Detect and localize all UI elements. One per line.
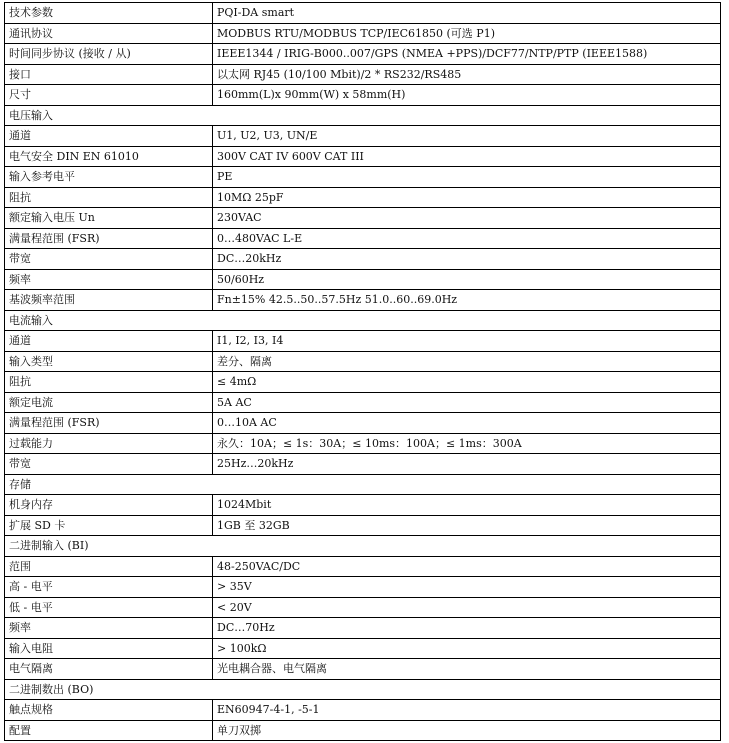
spec-value: > 35V: [213, 577, 721, 598]
spec-label: 技术参数: [5, 3, 213, 24]
spec-label: 高 - 电平: [5, 577, 213, 598]
spec-row: [5, 618, 721, 639]
spec-label: 通讯协议: [5, 23, 213, 44]
spec-value: PQI-DA smart: [213, 3, 721, 24]
spec-row: [5, 23, 721, 44]
spec-label: 通道: [5, 126, 213, 147]
spec-row: [5, 187, 721, 208]
spec-value: 300V CAT IV 600V CAT III: [213, 146, 721, 167]
spec-table-body: [5, 3, 721, 741]
spec-row: [5, 85, 721, 106]
spec-label: 范围: [5, 556, 213, 577]
spec-value: > 100kΩ: [213, 638, 721, 659]
spec-value: 5A AC: [213, 392, 721, 413]
spec-row: [5, 413, 721, 434]
spec-label: 尺寸: [5, 85, 213, 106]
spec-label: 阻抗: [5, 372, 213, 393]
spec-row: [5, 44, 721, 65]
spec-row: [5, 392, 721, 413]
spec-row: [5, 597, 721, 618]
spec-value: IEEE1344 / IRIG-B000..007/GPS (NMEA +PPS)/DCF77/NTP/PTP (IEEE1588): [213, 44, 721, 65]
spec-label: 接口: [5, 64, 213, 85]
spec-value: 1024Mbit: [213, 495, 721, 516]
spec-value: U1, U2, U3, UN/E: [213, 126, 721, 147]
spec-value: 永久：10A；≤ 1s：30A；≤ 10ms：100A；≤ 1ms：300A: [213, 433, 721, 454]
spec-value: 0…480VAC L-E: [213, 228, 721, 249]
spec-value: 10MΩ 25pF: [213, 187, 721, 208]
spec-row: [5, 638, 721, 659]
spec-value: 光电耦合器、电气隔离: [213, 659, 721, 680]
spec-row: [5, 556, 721, 577]
spec-row: [5, 3, 721, 24]
spec-row: [5, 249, 721, 270]
spec-label: 额定电流: [5, 392, 213, 413]
spec-row: [5, 146, 721, 167]
spec-label: 配置: [5, 720, 213, 741]
spec-label: 过载能力: [5, 433, 213, 454]
spec-label: 低 - 电平: [5, 597, 213, 618]
spec-label: 额定输入电压 Un: [5, 208, 213, 229]
spec-label: 基波频率范围: [5, 290, 213, 311]
spec-value: 25Hz…20kHz: [213, 454, 721, 475]
section-header-row: [5, 536, 721, 557]
spec-value: ≤ 4mΩ: [213, 372, 721, 393]
section-header-row: [5, 105, 721, 126]
spec-label: 频率: [5, 269, 213, 290]
spec-label: 阻抗: [5, 187, 213, 208]
spec-value: Fn±15% 42.5..50..57.5Hz 51.0..60..69.0Hz: [213, 290, 721, 311]
spec-row: [5, 515, 721, 536]
spec-row: [5, 269, 721, 290]
spec-value: 单刀双掷: [213, 720, 721, 741]
spec-row: [5, 64, 721, 85]
spec-row: [5, 351, 721, 372]
spec-value: I1, I2, I3, I4: [213, 331, 721, 352]
spec-row: [5, 208, 721, 229]
spec-value: EN60947-4-1, -5-1: [213, 700, 721, 721]
spec-value: DC…20kHz: [213, 249, 721, 270]
spec-label: 带宽: [5, 249, 213, 270]
spec-label: 通道: [5, 331, 213, 352]
spec-row: [5, 454, 721, 475]
spec-row: [5, 720, 721, 741]
spec-label: 扩展 SD 卡: [5, 515, 213, 536]
spec-label: 电气隔离: [5, 659, 213, 680]
spec-label: 满量程范围 (FSR): [5, 413, 213, 434]
spec-value: MODBUS RTU/MODBUS TCP/IEC61850 (可选 P1): [213, 23, 721, 44]
section-header-row: [5, 679, 721, 700]
spec-row: [5, 372, 721, 393]
spec-label: 电气安全 DIN EN 61010: [5, 146, 213, 167]
spec-label: 输入电阻: [5, 638, 213, 659]
spec-value: 48-250VAC/DC: [213, 556, 721, 577]
spec-value: DC…70Hz: [213, 618, 721, 639]
section-title: 存储: [5, 474, 721, 495]
spec-label: 频率: [5, 618, 213, 639]
section-title: 电压输入: [5, 105, 721, 126]
spec-row: [5, 290, 721, 311]
spec-value: 1GB 至 32GB: [213, 515, 721, 536]
spec-value: 差分、隔离: [213, 351, 721, 372]
spec-label: 输入参考电平: [5, 167, 213, 188]
spec-label: 机身内存: [5, 495, 213, 516]
spec-value: 50/60Hz: [213, 269, 721, 290]
spec-label: 触点规格: [5, 700, 213, 721]
spec-row: [5, 577, 721, 598]
spec-value: 0…10A AC: [213, 413, 721, 434]
spec-row: [5, 495, 721, 516]
section-title: 二进制输入 (BI): [5, 536, 721, 557]
section-header-row: [5, 474, 721, 495]
section-header-row: [5, 310, 721, 331]
spec-label: 时间同步协议 (接收 / 从): [5, 44, 213, 65]
spec-value: 以太网 RJ45 (10/100 Mbit)/2 * RS232/RS485: [213, 64, 721, 85]
spec-row: [5, 228, 721, 249]
spec-value: 230VAC: [213, 208, 721, 229]
spec-row: [5, 167, 721, 188]
spec-row: [5, 700, 721, 721]
spec-row: [5, 126, 721, 147]
spec-row: [5, 659, 721, 680]
spec-row: [5, 331, 721, 352]
section-title: 电流输入: [5, 310, 721, 331]
spec-value: 160mm(L)x 90mm(W) x 58mm(H): [213, 85, 721, 106]
spec-table: [4, 2, 721, 741]
spec-value: < 20V: [213, 597, 721, 618]
spec-label: 输入类型: [5, 351, 213, 372]
section-title: 二进制数出 (BO): [5, 679, 721, 700]
spec-row: [5, 433, 721, 454]
spec-label: 满量程范围 (FSR): [5, 228, 213, 249]
spec-label: 带宽: [5, 454, 213, 475]
spec-value: PE: [213, 167, 721, 188]
